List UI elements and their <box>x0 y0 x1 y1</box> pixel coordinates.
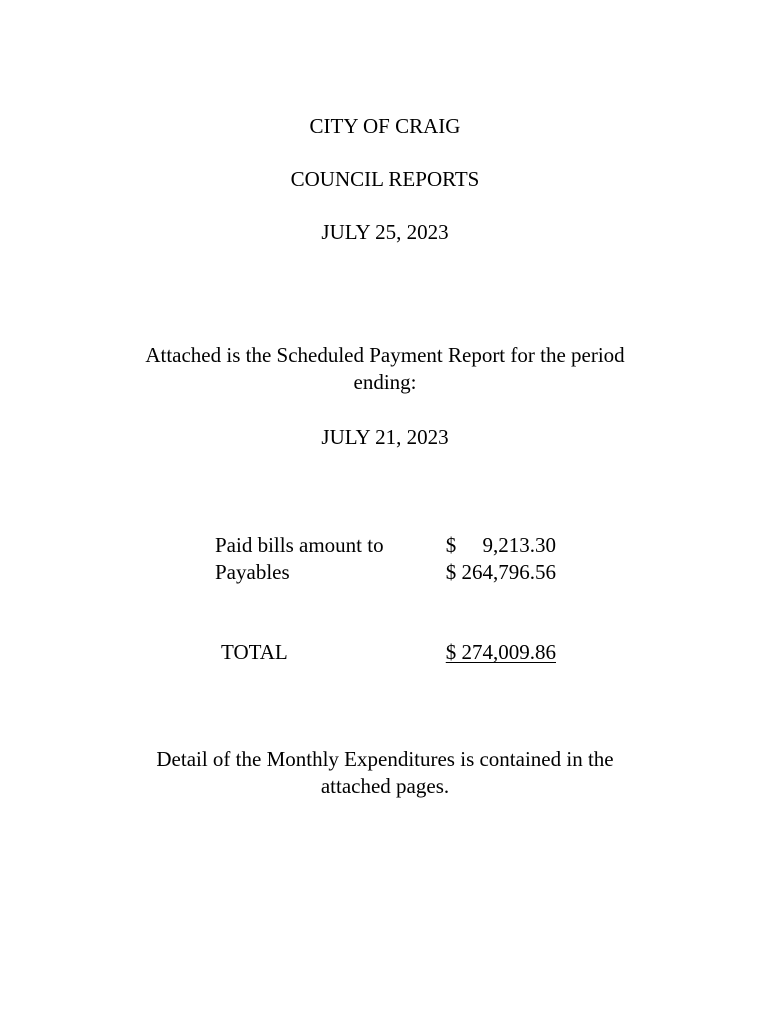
total-label: TOTAL <box>221 640 288 664</box>
payables-value: $ 264,796.56 <box>445 560 556 584</box>
period-end-date: JULY 21, 2023 <box>321 425 449 449</box>
total-value: $ 274,009.86 <box>445 640 556 664</box>
intro-paragraph: Attached is the Scheduled Payment Report for the period ending: <box>145 343 625 394</box>
footer-note: Detail of the Monthly Expenditures is contained in the attached pages. <box>156 747 614 798</box>
report-date: JULY 25, 2023 <box>321 220 449 244</box>
payables-label: Payables <box>215 560 290 584</box>
paid-bills-value: $ 9,213.30 <box>445 533 556 557</box>
paid-bills-label: Paid bills amount to <box>215 533 384 557</box>
report-title: COUNCIL REPORTS <box>290 167 480 191</box>
city-name: CITY OF CRAIG <box>309 114 461 138</box>
